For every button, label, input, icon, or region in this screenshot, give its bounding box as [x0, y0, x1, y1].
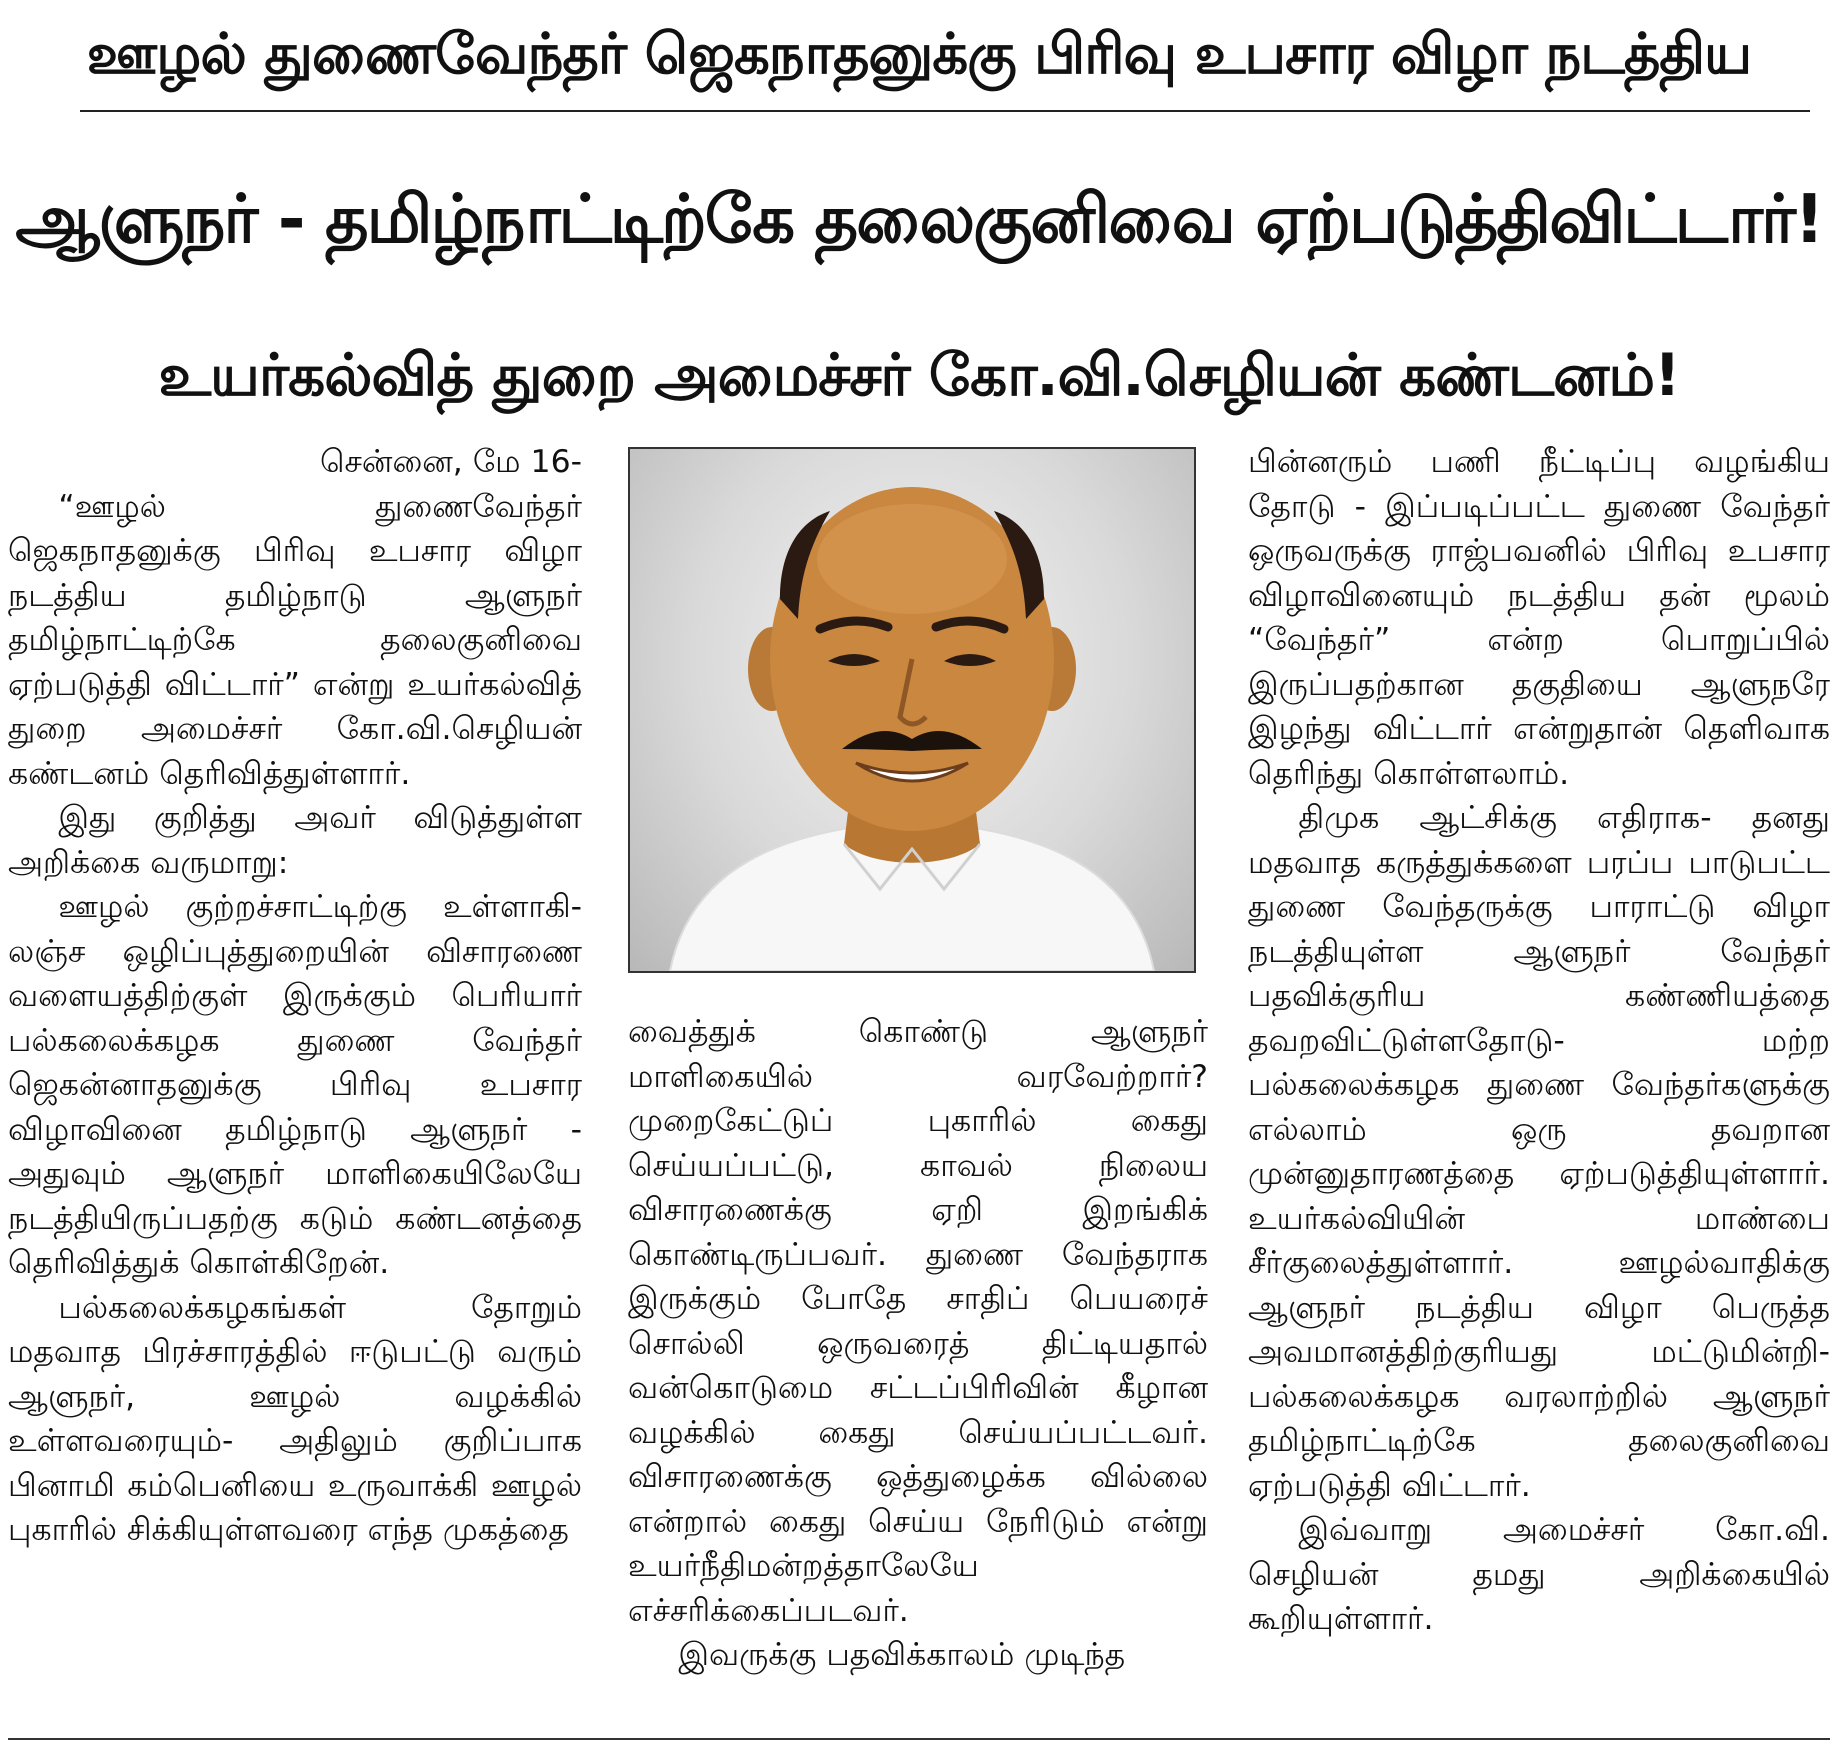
- portrait-illustration: [630, 449, 1194, 971]
- article-column-3: [1248, 440, 1830, 1642]
- bottom-divider: [8, 1738, 1830, 1740]
- paragraph: வைத்துக் கொண்டு ஆளுநர் மாளிகையில் வரவேற்றார்? முறைகேட்டுப் புகாரில் கைது செய்யப்பட்டு, காவல் நிலைய விசாரணைக்கு ஏறி இறங்கிக் கொண்டிருப்பவர். துணை வேந்தராக இருக்கும் போதே சாதிப் பெயரைச் சொல்லி ஒருவரைத் திட்டியதால் வன்கொடுமை சட்டப்பிரிவின் கீழான வழக்கில் கைது செய்யப்பட்டவர். விசாரணைக்கு ஒத்துழைக்க வில்லை என்றால் கைது செய்ய நேரிடும் என்று உயர்நீதிமன்றத்தாலேயே எச்சரிக்கைப்படவர்.: [628, 1014, 1208, 1629]
- dateline: சென்னை, மே 16-: [319, 444, 582, 480]
- paragraph: பின்னரும் பணி நீட்டிப்பு வழங்கிய தோடு - இப்படிப்பட்ட துணை வேந்தர் ஒருவருக்கு ராஜ்பவனில் பிரிவு உபசார விழாவினையும் நடத்திய தன் மூலம் “வேந்தர்” என்ற பொறுப்பில் இருப்பதற்கான தகுதியை ஆளுநரே இழந்து விட்டார் என்றுதான் தெளிவாக தெரிந்து கொள்ளலாம்.: [1248, 444, 1830, 792]
- minister-photo: [628, 447, 1196, 973]
- paragraph: இவ்வாறு அமைச்சர் கோ.வி. செழியன் தமது அறிக்கையில் கூறியுள்ளார்.: [1248, 1512, 1830, 1637]
- article-column-1: [8, 440, 582, 1553]
- kicker-divider: [80, 110, 1810, 112]
- article-column-2: [628, 1010, 1208, 1678]
- headline-subtitle: உயர்கல்வித் துறை அமைச்சர் கோ.வி.செழியன் கண்டனம்!: [158, 341, 1680, 409]
- paragraph: இவருக்கு பதவிக்காலம் முடிந்த: [678, 1637, 1126, 1673]
- headline-kicker: ஊழல் துணைவேந்தர் ஜெகநாதனுக்கு பிரிவு உபசார விழா நடத்திய: [86, 22, 1752, 87]
- paragraph: திமுக ஆட்சிக்கு எதிராக- தனது மதவாத கருத்துக்களை பரப்ப பாடுபட்ட துணை வேந்தருக்கு பாராட்டு விழா நடத்தியுள்ள ஆளுநர் வேந்தர் பதவிக்குரிய கண்ணியத்தை தவறவிட்டுள்ளதோடு- மற்ற பல்கலைக்கழக துணை வேந்தர்களுக்கு எல்லாம் ஒரு தவறான முன்னுதாரணத்தை ஏற்படுத்தியுள்ளார். உயர்கல்வியின் மாண்பை சீர்குலைத்துள்ளார். ஊழல்வாதிக்கு ஆளுநர் நடத்திய விழா பெருத்த அவமானத்திற்குரியது மட்டுமின்றி- பல்கலைக்கழக வரலாற்றில் ஆளுநர் தமிழ்நாட்டிற்கே தலைகுனிவை ஏற்படுத்தி விட்டார்.: [1248, 800, 1830, 1504]
- paragraph: பல்கலைக்கழகங்கள் தோறும் மதவாத பிரச்சாரத்தில் ஈடுபட்டு வரும் ஆளுநர், ஊழல் வழக்கில் உள்ளவரையும்- அதிலும் குறிப்பாக பினாமி கம்பெனியை உருவாக்கி ஊழல் புகாரில் சிக்கியுள்ளவரை எந்த முகத்தை: [8, 1289, 582, 1548]
- paragraph: இது குறித்து அவர் விடுத்துள்ள அறிக்கை வருமாறு:: [8, 800, 582, 881]
- paragraph: ஊழல் குற்றச்சாட்டிற்கு உள்ளாகி- லஞ்ச ஒழிப்புத்துறையின் விசாரணை வளையத்திற்குள் இருக்கும் பெரியார் பல்கலைக்கழக துணை வேந்தர் ஜெகன்னாதனுக்கு பிரிவு உபசார விழாவினை தமிழ்நாடு ஆளுநர் - அதுவும் ஆளுநர் மாளிகையிலேயே நடத்தியிருப்பதற்கு கடும் கண்டனத்தை தெரிவித்துக் கொள்கிறேன்.: [8, 889, 582, 1281]
- paragraph: “ஊழல் துணைவேந்தர் ஜெகநாதனுக்கு பிரிவு உபசார விழா நடத்திய தமிழ்நாடு ஆளுநர் தமிழ்நாட்டிற்கே தலைகுனிவை ஏற்படுத்தி விட்டார்” என்று உயர்கல்வித் துறை அமைச்சர் கோ.வி.செழியன் கண்டனம் தெரிவித்துள்ளார்.: [8, 488, 582, 792]
- headline-title: ஆளுநர் - தமிழ்நாட்டிற்கே தலைகுனிவை ஏற்படுத்திவிட்டார்!: [15, 180, 1823, 258]
